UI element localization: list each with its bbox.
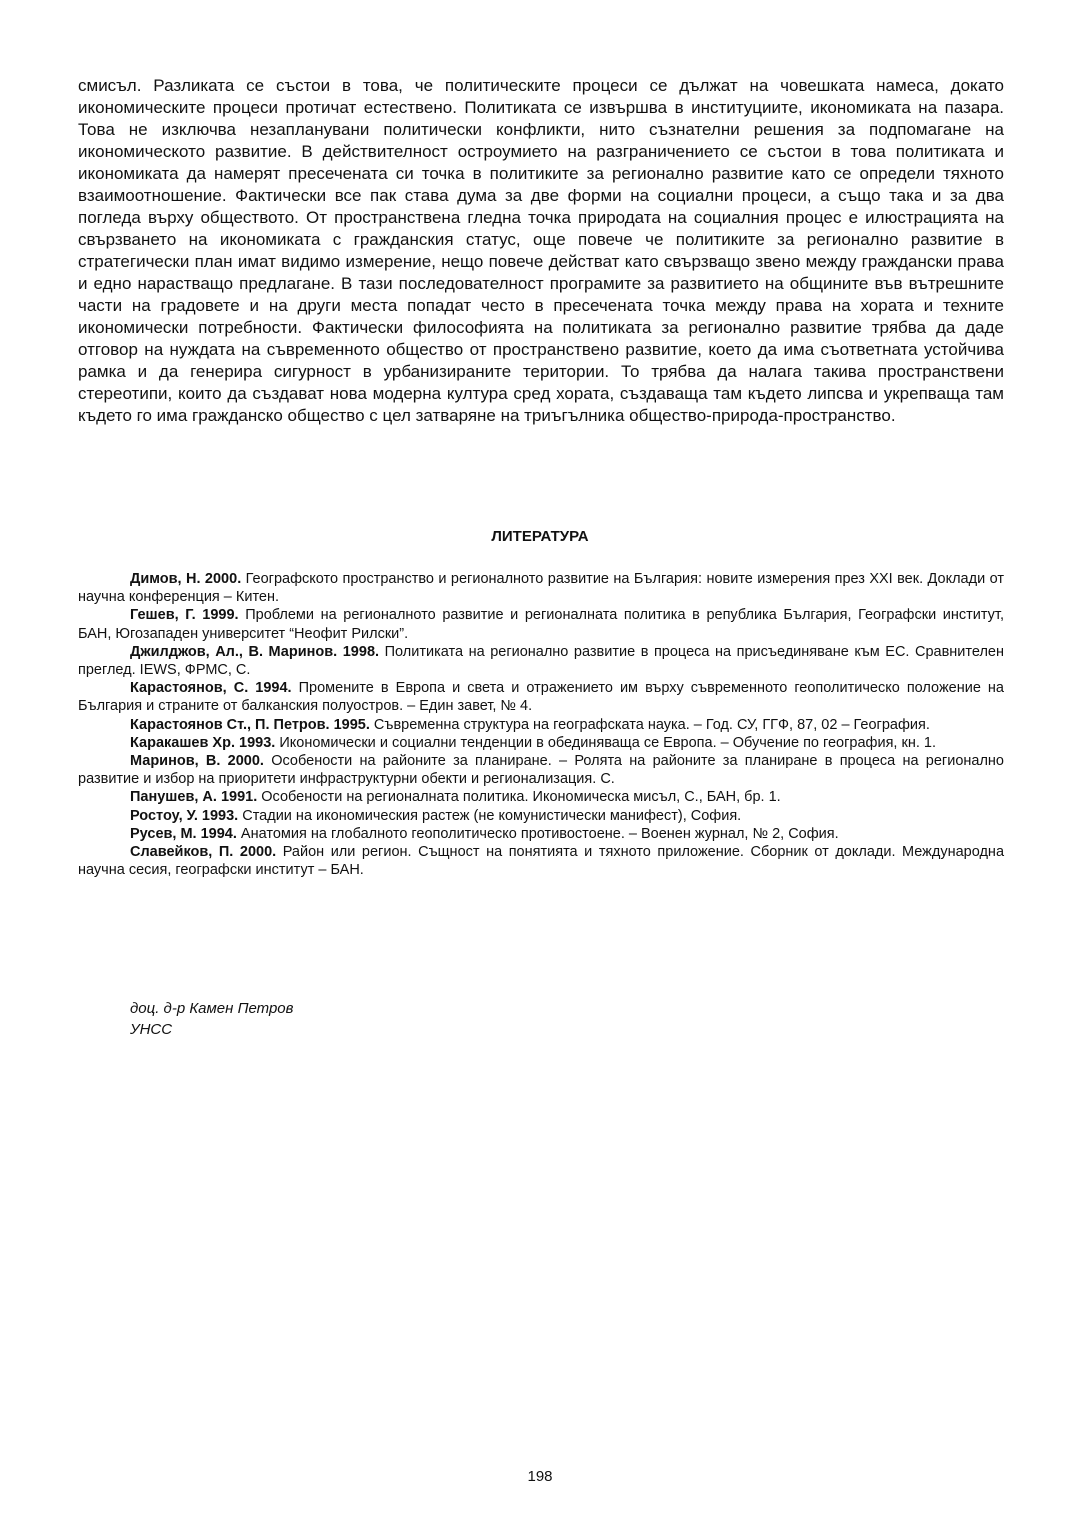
references-list: [78, 570, 1004, 879]
reference-text: Район или регион. Същност на понятията и тяхното приложение. Сборник от доклади. Международна научна сесия, географски институт – БАН.: [78, 844, 1005, 879]
reference-item: [78, 679, 1004, 715]
reference-text: Промените в Европа и света и отражението им върху съвременното геополитическо положение на България и страните от балканския полуостров. – Един завет, № 4.: [78, 680, 1004, 715]
reference-text: Съвременна структура на географската наука. – Год. СУ, ГГФ, 87, 02 – География.: [369, 716, 930, 733]
reference-item: [78, 643, 1004, 679]
reference-author: Гешев, Г. 1999.: [130, 607, 239, 624]
reference-item: [78, 788, 1004, 806]
author-name: доц. д-р Камен Петров: [130, 1000, 294, 1017]
reference-text: Икономически и социални тенденции в обединяваща се Европа. – Обучение по география, кн. 1.: [275, 734, 936, 751]
reference-text: Проблеми на регионалното развитие и регионалната политика в република България, Географски институт, БАН, Югозападен университет “Неофит Рилски”.: [78, 607, 1004, 642]
reference-item: [78, 606, 1004, 642]
page-number: 198: [527, 1468, 553, 1485]
reference-text: Политиката на регионално развитие в процеса на присъединяване към ЕС. Сравнителен преглед. IEWS, ФРМС, С.: [78, 643, 1004, 679]
reference-item: [78, 716, 1004, 734]
reference-author: Русев, М. 1994.: [130, 825, 237, 842]
reference-item: [78, 570, 1004, 606]
reference-text: Географското пространство и регионалното развитие на България: новите измерения през XXI век. Доклади от научна конференция – Китен.: [78, 571, 1004, 606]
reference-text: Анатомия на глобалното геополитическо противостоене. – Военен журнал, № 2, София.: [236, 825, 839, 842]
reference-text: Особености на районите за планиране. – Ролята на районите за планиране в процеса на регионално развитие и избор на приоритети инфраструктурни обекти и регионализация. С.: [78, 753, 1004, 788]
reference-author: Ростоу, У. 1993.: [130, 807, 239, 824]
reference-item: [78, 752, 1004, 788]
author-affiliation: УНСС: [130, 1021, 173, 1038]
reference-item: [78, 825, 1004, 843]
body-paragraph: смисъл. Разликата се състои в това, че политическите процеси се дължат на човешката намеса, докато икономическите процеси протичат естествено. Политиката се извършва в институциите, икономиката на пазара. Това не изключва незапланувани политически конфликти, нито съзнателни решения за подпомагане на икономическото развитие. В действителност остроумието на разграничението се състои в това политиката и икономиката да намерят пресечената си точка в политиките за регионално развитие като се определи тяхното взаимоотношение. Фактически все пак става дума за две форми на социални процеси, а също така и за два погледа върху обществото. От пространствена гледна точка природата на социалния процес е илюстрацията на свързването на икономиката с гражданския статус, още повече че политиките за регионално развитие в стратегически план имат видимо измерение, нещо повече действат като свързващо звено между граждански права и едно нарастващо предлагане. В тази последователност програмите за развитието на общините във вътрешните части на градовете и на други места попадат често в пресечената точка между права на хората и техните икономически потребности. Фактически философията на политиката за регионално развитие трябва да даде отговор на нуждата на съвременното общество от пространствено развитие, което да има съответната устойчива рамка и да генерира сигурност в урбанизираните територии. То трябва да налага такива пространствени стереотипи, които да създават нова модерна култура сред хората, създаваща там където липсва и укрепваща там където го има гражданско общество с цел затваряне на триъгълника общество-природа-пространство.: [78, 76, 1004, 425]
reference-text: Стадии на икономическия растеж (не комунистически манифест), София.: [238, 807, 742, 824]
reference-item: [78, 843, 1004, 879]
author-signature: [130, 998, 293, 1040]
reference-author: Панушев, А. 1991.: [130, 789, 258, 806]
references-heading: ЛИТЕРАТУРА: [491, 528, 589, 545]
reference-author: Карастоянов, С. 1994.: [130, 680, 292, 697]
reference-item: [78, 807, 1004, 825]
reference-author: Каракашев Хр. 1993.: [130, 734, 276, 751]
reference-text: Особености на регионалната политика. Икономическа мисъл, С., БАН, бр. 1.: [257, 789, 781, 806]
reference-author: Маринов, В. 2000.: [130, 753, 264, 770]
reference-author: Славейков, П. 2000.: [130, 844, 277, 861]
reference-author: Джилджов, Ал., В. Маринов. 1998.: [130, 643, 380, 660]
reference-item: [78, 734, 1004, 752]
reference-author: Димов, Н. 2000.: [130, 571, 242, 587]
reference-author: Карастоянов Ст., П. Петров. 1995.: [130, 716, 370, 733]
